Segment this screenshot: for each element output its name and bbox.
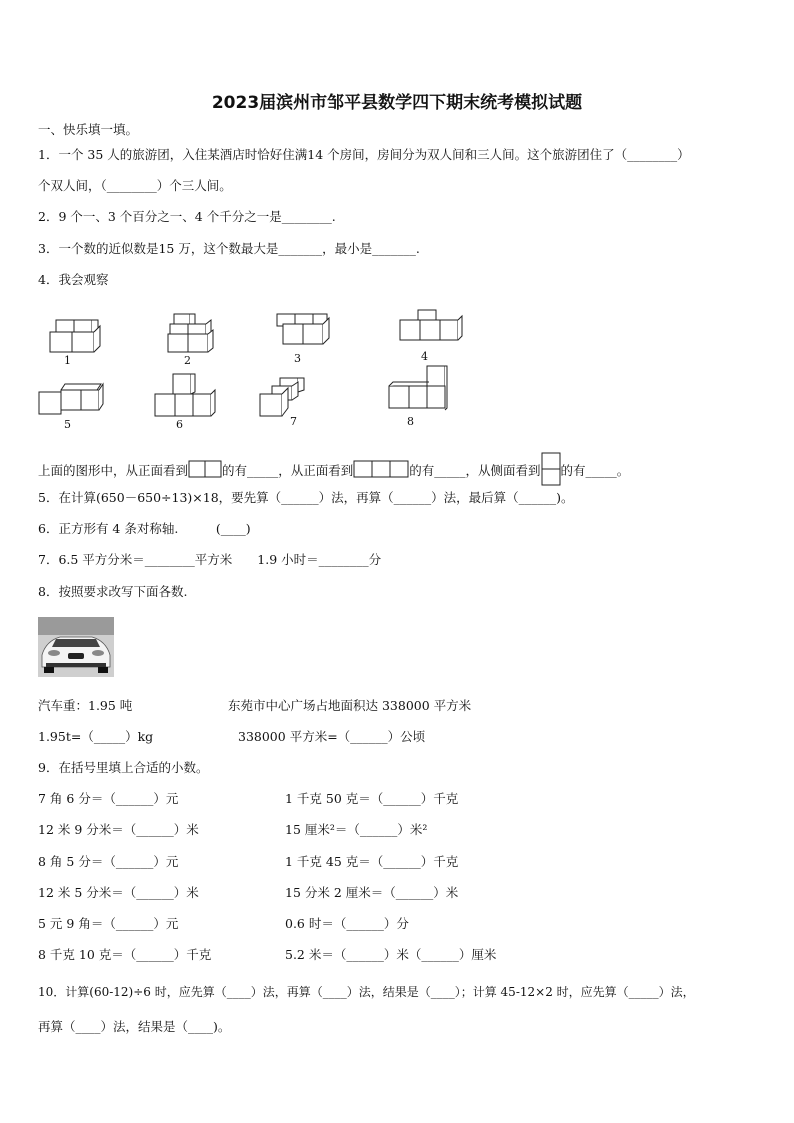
cube-figure-4 — [398, 308, 464, 344]
question-2: 2．9 个一、3 个百分之一、4 个千分之一是________. — [38, 209, 336, 224]
page-title: 2023届滨州市邹平县数学四下期末统考模拟试题 — [211, 93, 583, 113]
question-9: 9．在括号里填上合适的小数。 — [38, 760, 209, 775]
front-view-two-squares-icon — [188, 460, 222, 483]
q8-square-area: 东苑市中心广场占地面积达 338000 平方米 — [228, 698, 472, 713]
q9-right-1: 1 千克 50 克＝（______）千克 — [285, 791, 459, 806]
q9-left-6: 8 千克 10 克＝（______）千克 — [38, 947, 212, 962]
figure-label-6: 6 — [176, 418, 183, 431]
figure-label-5: 5 — [64, 418, 71, 431]
cube-figure-2 — [166, 312, 216, 354]
question-3: 3．一个数的近似数是15 万，这个数最大是_______，最小是_______. — [38, 241, 420, 256]
section-heading: 一、快乐填一填。 — [38, 122, 139, 137]
front-view-three-squares-icon — [353, 460, 409, 483]
question-5: 5．在计算(650－650÷13)×18，要先算（______）法，再算（______）法，最后算（______)。 — [38, 490, 574, 505]
q9-right-6: 5.2 米＝（______）米（______）厘米 — [285, 947, 497, 962]
question-7: 7．6.5 平方分米＝________平方米 1.9 小时＝________分 — [38, 552, 382, 567]
question-1-line-2: 个双人间，（________）个三人间。 — [38, 178, 232, 193]
q8-car-weight: 汽车重：1.95 吨 — [38, 698, 133, 713]
q9-left-3: 8 角 5 分＝（______）元 — [38, 854, 179, 869]
cube-figure-8 — [387, 364, 449, 412]
figure-label-3: 3 — [294, 352, 301, 365]
q8-convert-hectare: 338000 平方米=（______）公顷 — [238, 729, 426, 744]
q4-part-4: 的有_____。 — [560, 463, 630, 478]
question-4: 4．我会观察 — [38, 272, 109, 287]
q9-right-2: 15 厘米²＝（______）米² — [285, 822, 428, 837]
question-8: 8．按照要求改写下面各数. — [38, 584, 188, 599]
cube-figure-6 — [153, 372, 217, 418]
q4-part-2: 的有_____，从正面看到 — [222, 463, 354, 478]
q4-part-1: 上面的图形中，从正面看到 — [38, 463, 189, 478]
cube-figure-5 — [37, 382, 105, 416]
cube-figure-7 — [258, 376, 314, 418]
q9-left-5: 5 元 9 角＝（______）元 — [38, 916, 179, 931]
figure-label-4: 4 — [421, 350, 428, 363]
question-1-line-1: 1．一个 35 人的旅游团，入住某酒店时恰好住满14 个房间，房间分为双人间和三人间。这个旅游团住了（________） — [38, 147, 690, 162]
car-photo — [38, 617, 114, 677]
q4-part-3: 的有_____，从侧面看到 — [409, 463, 541, 478]
q9-right-3: 1 千克 45 克＝（______）千克 — [285, 854, 459, 869]
figure-label-1: 1 — [64, 354, 71, 367]
q9-left-1: 7 角 6 分＝（______）元 — [38, 791, 179, 806]
cube-figure-1 — [48, 318, 106, 354]
figure-label-8: 8 — [407, 415, 414, 428]
cube-figure-3 — [275, 312, 333, 348]
question-4-sentence — [38, 452, 629, 491]
question-10-line-2: 再算（____）法，结果是（____)。 — [38, 1019, 231, 1034]
figure-label-2: 2 — [184, 354, 191, 367]
q9-right-4: 15 分米 2 厘米＝（______）米 — [285, 885, 459, 900]
question-10-line-1: 10．计算(60-12)÷6 时，应先算（____）法，再算（____）法，结果是（____）；计算 45-12×2 时，应先算（_____）法， — [38, 985, 695, 999]
figure-label-7: 7 — [290, 415, 297, 428]
side-view-stacked-squares-icon — [541, 452, 561, 491]
question-6: 6．正方形有 4 条对称轴. (____) — [38, 521, 251, 536]
q9-left-2: 12 米 9 分米＝（______）米 — [38, 822, 199, 837]
q8-convert-kg: 1.95t=（_____）kg — [38, 729, 154, 744]
q9-right-5: 0.6 时＝（______）分 — [285, 916, 409, 931]
q9-left-4: 12 米 5 分米＝（______）米 — [38, 885, 199, 900]
